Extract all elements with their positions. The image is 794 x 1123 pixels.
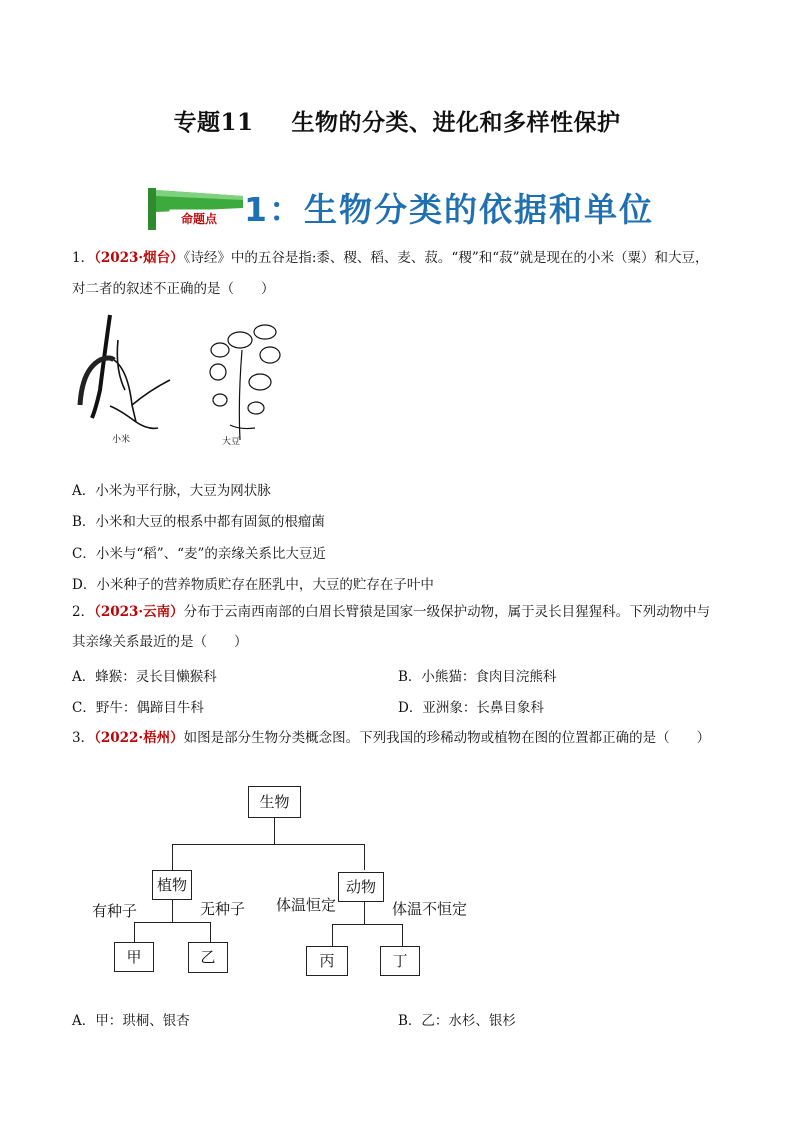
connector [274,818,275,844]
figure-label-millet: 小米 [112,435,131,445]
question-1 [72,247,709,270]
connector [402,924,403,946]
option-2a[interactable]: A．蜂猴：灵长目懒猴科 [72,669,217,685]
option-1c[interactable]: C．小米与“稻”、“麦”的亲缘关系比大豆近 [72,546,326,562]
option-3b[interactable]: B．乙：水杉、银杉 [398,1013,516,1029]
node-ding: 丁 [380,946,420,976]
question-source: （2023·烟台） [94,250,184,266]
question-source: （2022·梧州） [94,730,184,746]
title-number: 专题11 [173,109,254,136]
option-2d[interactable]: D．亚洲象：长鼻目象科 [398,700,544,716]
connector [364,844,365,870]
option-2c[interactable]: C．野牛：偶蹄目牛科 [72,700,204,716]
node-animal: 动物 [338,872,384,902]
question-text: 《诗经》中的五谷是指:黍、稷、稻、麦、菽。“稷”和“菽”就是现在的小米（粟）和大豆， [183,250,709,266]
classification-diagram [88,782,488,982]
connector [332,924,333,946]
label-without-seed: 无种子 [200,900,246,918]
question-2-line2: 其亲缘关系最近的是（ ） [72,634,248,650]
millet-drawing [80,315,170,428]
page-title [0,104,794,137]
node-jia: 甲 [114,942,154,972]
connector [210,922,211,942]
question-2 [72,601,710,624]
label-warm-blooded: 体温恒定 [276,896,337,914]
option-2b[interactable]: B．小熊猫：食肉目浣熊科 [398,669,557,685]
flag-label: 命题点 [180,212,218,226]
question-index: 2． [72,604,95,620]
question-text: 如图是部分生物分类概念图。下列我国的珍稀动物或植物在图的位置都正确的是（ ） [183,730,711,746]
connector [134,922,210,923]
node-organism: 生物 [248,786,301,818]
connector [134,922,135,942]
title-text: 生物的分类、进化和多样性保护 [291,109,621,136]
node-yi: 乙 [188,942,228,973]
flag-icon [148,186,243,230]
soybean-drawing [210,325,280,440]
option-3a[interactable]: A．甲：珙桐、银杏 [72,1013,190,1029]
question-index: 3． [72,730,95,746]
topic-title: 1：生物分类的依据和单位 [244,190,654,229]
node-plant: 植物 [152,870,192,900]
connector [364,902,365,924]
label-cold-blooded: 体温不恒定 [392,900,468,918]
option-1d[interactable]: D．小米种子的营养物质贮存在胚乳中，大豆的贮存在子叶中 [72,577,434,593]
question-source: （2023·云南） [94,604,184,620]
question-3 [72,727,710,750]
option-1b[interactable]: B．小米和大豆的根系中都有固氮的根瘤菌 [72,514,325,530]
connector [172,844,364,845]
node-bing: 丙 [306,946,348,976]
question-index: 1． [72,250,95,266]
label-with-seed: 有种子 [92,902,138,920]
question-text: 分布于云南西南部的白眉长臂猿是国家一级保护动物，属于灵长目猩猩科。下列动物中与 [183,604,711,620]
option-1a[interactable]: A．小米为平行脉，大豆为网状脉 [72,483,271,499]
figure-label-soybean: 大豆 [222,437,241,445]
connector [172,900,173,922]
connector [332,924,402,925]
question-1-line2: 对二者的叙述不正确的是（ ） [72,281,275,297]
millet-soybean-figure [70,310,290,445]
connector [172,844,173,870]
